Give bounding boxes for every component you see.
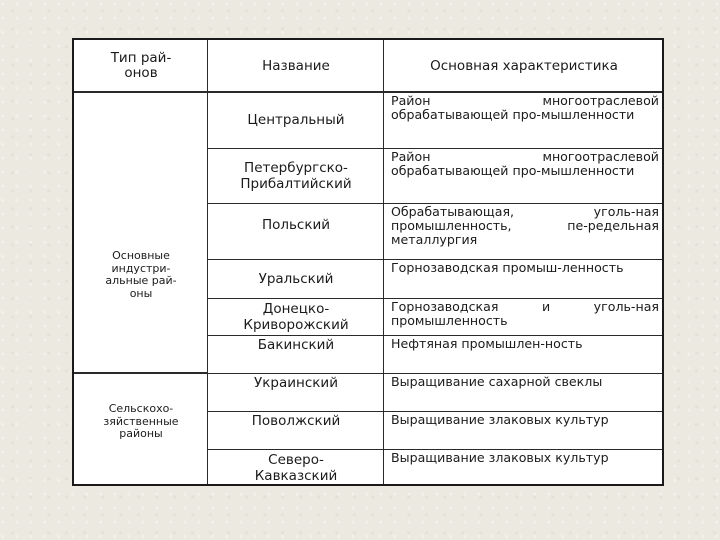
row-divider	[208, 411, 664, 412]
row-characteristic: Обрабатывающая, уголь-ная промышленность, пе-редельная металлургия	[391, 204, 659, 248]
header-divider	[74, 91, 664, 93]
group-type-industrial: Основные индустри- альные рай- оны	[105, 249, 177, 300]
column-divider	[383, 40, 384, 486]
row-name: Северо- Кавказский	[254, 451, 338, 484]
row-characteristic: Район многоотраслевой обрабатывающей про-мышленности	[391, 93, 659, 123]
row-divider	[208, 449, 664, 450]
row-name: Бакинский	[257, 337, 335, 353]
row-name: Центральный	[247, 112, 345, 128]
row-divider	[208, 298, 664, 299]
row-characteristic: Район многоотраслевой обрабатывающей про-мышленности	[391, 149, 659, 179]
row-divider	[208, 335, 664, 336]
row-characteristic: Горнозаводская промыш-ленность	[391, 260, 624, 275]
row-name: Петербургско- Прибалтийский	[240, 159, 352, 192]
row-name: Польский	[261, 217, 331, 233]
row-name: Уральский	[258, 270, 334, 287]
row-name: Поволжский	[251, 413, 341, 429]
header-name: Название	[262, 57, 330, 74]
group-divider	[74, 372, 208, 374]
row-characteristic: Выращивание сахарной свеклы	[391, 374, 603, 389]
slide	[72, 38, 664, 486]
row-characteristic: Нефтяная промышлен-ность	[391, 336, 583, 351]
row-name: Украинский	[254, 375, 338, 391]
column-divider	[207, 40, 208, 486]
row-characteristic: Горнозаводская и уголь-ная промышленность	[391, 299, 659, 329]
row-divider	[208, 203, 664, 204]
row-divider	[208, 148, 664, 149]
row-divider	[208, 373, 664, 374]
row-characteristic: Выращивание злаковых культур	[391, 450, 609, 465]
group-type-agricultural: Сельскохо- зяйственные районы	[103, 402, 179, 441]
header-characteristic: Основная характеристика	[430, 57, 618, 74]
row-divider	[208, 259, 664, 260]
header-type: Тип рай- онов	[110, 50, 172, 81]
row-characteristic: Выращивание злаковых культур	[391, 412, 609, 427]
row-name: Донецко- Криворожский	[243, 300, 349, 333]
